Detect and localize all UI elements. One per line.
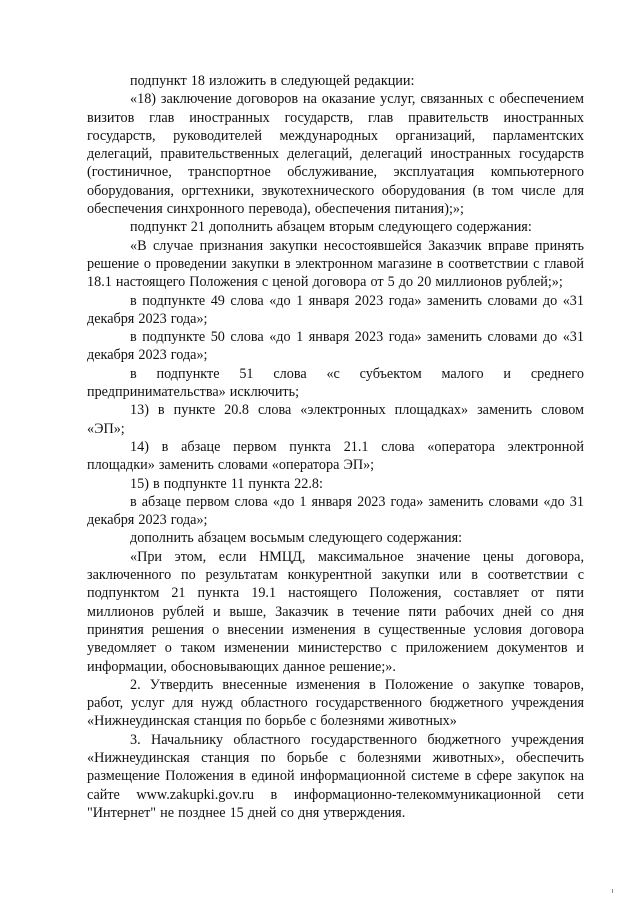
paragraph-item-15-add-text: «При этом, если НМЦД, максимальное значение цены договора, заключенного по результатам конкурентной закупки или в соответствии с подпунктом 21 пункта 19.1 настоящего Положения, составляет от пяти миллионов рублей и выше, Заказчик в течение пяти рабочих дней со дня принятия решения о внесении изменения в существенные условия договора уведомляет о таком изменении министерство с приложением документов и информации, обосновывающих данное решение;».: [87, 548, 584, 675]
paragraph-point-3: 3. Начальнику областного государственного бюджетного учреждения «Нижнеудинская станция по борьбе с болезнями животных», обеспечить размещение Положения в единой информационной системе в сфере закупок на сайте www.zakupki.gov.ru в информационно-телекоммуникационной сети "Интернет" не позднее 15 дней со дня утверждения.: [87, 731, 584, 821]
paragraph-item-15-add: дополнить абзацем восьмым следующего содержания:: [130, 530, 463, 547]
paragraph-subpoint-50: в подпункте 50 слова «до 1 января 2023 года» заменить словами до «31 декабря 2023 года»;: [87, 329, 584, 364]
paragraph-subpoint-21-text: «В случае признания закупки несостоявшейся Заказчик вправе принять решение о проведении закупки в электронном магазине в соответствии с главой 18.1 настоящего Положения с ценой договора от 5 до 20 миллионов рублей;»;: [87, 237, 584, 291]
paragraph-item-13: 13) в пункте 20.8 слова «электронных площадках» заменить словом «ЭП»;: [87, 402, 584, 437]
paragraph-subpoint-49: в подпункте 49 слова «до 1 января 2023 года» заменить словами до «31 декабря 2023 года»;: [87, 292, 584, 327]
scan-mark: [612, 889, 613, 893]
document-body: [87, 72, 584, 822]
paragraph-subpoint-18-intro: подпункт 18 изложить в следующей редакции:: [130, 73, 415, 89]
paragraph-subpoint-51: в подпункте 51 слова «с субъектом малого и среднего предпринимательства» исключить;: [87, 365, 584, 401]
paragraph-subpoint-18-text: «18) заключение договоров на оказание услуг, связанных с обеспечением визитов глав иностранных государств, глав правительств иностранных государств, руководителей международных организаций, парламентских делегаций, правительственных делегаций, делегаций иностранных государств (гостиничное, транспортное обслуживание, эксплуатация компьютерного оборудования, оргтехники, звукотехнического оборудования (в том числе для обеспечения синхронного перевода), обеспечения питания);»;: [87, 91, 584, 218]
paragraph-subpoint-21-intro: подпункт 21 дополнить абзацем вторым следующего содержания:: [130, 219, 532, 236]
paragraph-item-15-first: в абзаце первом слова «до 1 января 2023 года» заменить словами «до 31 декабря 2023 года»;: [87, 493, 584, 529]
paragraph-item-15: 15) в подпункте 11 пункта 22.8:: [130, 475, 323, 492]
paragraph-item-14: 14) в абзаце первом пункта 21.1 слова «оператора электронной площадки» заменить словами «оператора ЭП»;: [87, 438, 584, 474]
paragraph-point-2: 2. Утвердить внесенные изменения в Положение о закупке товаров, работ, услуг для нужд областного государственного бюджетного учреждения «Нижнеудинская станция по борьбе с болезнями животных»: [87, 676, 584, 730]
